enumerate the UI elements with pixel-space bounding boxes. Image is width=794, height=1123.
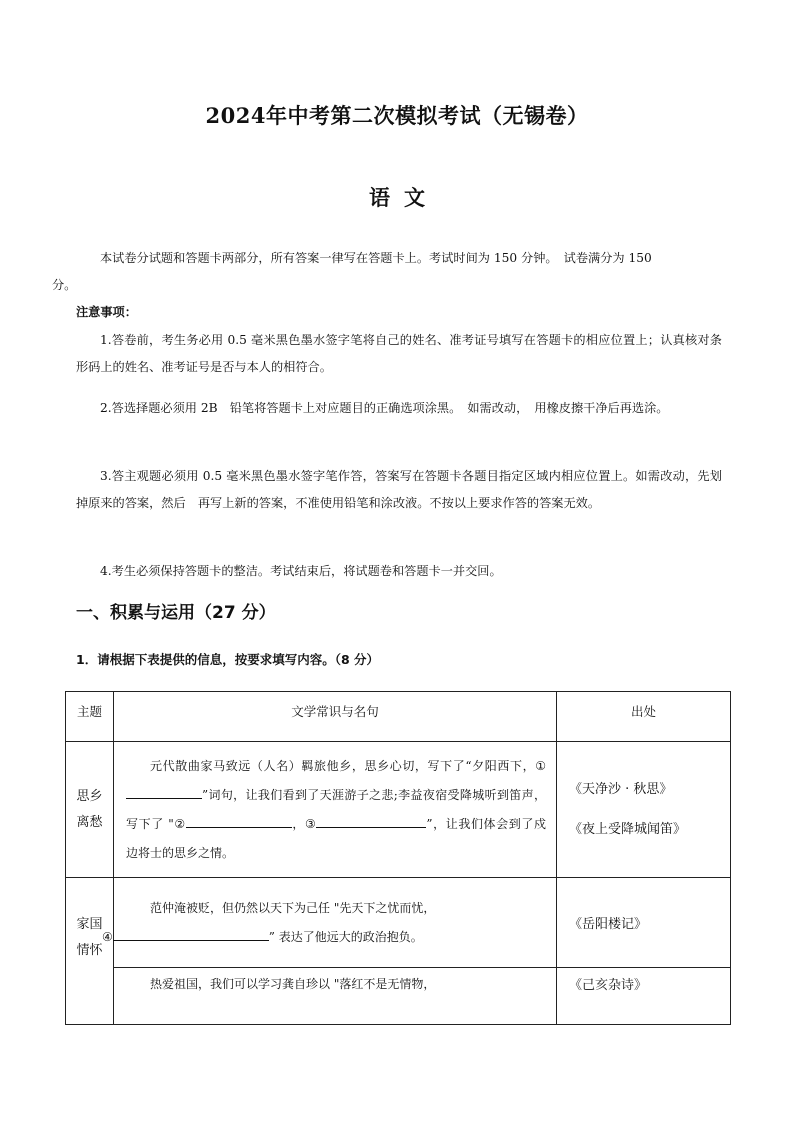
source-cell — [557, 742, 731, 878]
blank-marker-3: ③ — [305, 816, 317, 831]
section-heading: 一、积累与运用（27 分） — [76, 603, 276, 623]
notice-item-3: 3.答主观题必须用 0.5 毫米黑色墨水签字笔作答，答案写在答题卡各题目指定区域内相应位置上。如需改动，先划掉原来的答案，然后 再写上新的答案，不准使用铅笔和涂改液。不按以上要求作答的答案无效。 — [76, 469, 722, 510]
source-entry: 《天净沙 · 秋思》 — [569, 781, 673, 797]
table-header-row — [66, 692, 731, 742]
intro-line2: 分。 — [52, 278, 77, 292]
subject-title: 语文 — [369, 185, 439, 210]
question-1-prompt: 1．请根据下表提供的信息，按要求填写内容。（8 分） — [76, 652, 379, 667]
intro-paragraph — [52, 245, 722, 299]
table-row — [66, 968, 731, 1025]
blank-marker-2: ② — [173, 816, 186, 831]
header-topic: 主题 — [66, 692, 114, 742]
content-fragment: ”词句，让我们看到了天涯游子之悲;李益夜宿受降城听到笛声，写下了 " — [126, 787, 546, 831]
exam-title: 2024年中考第二次模拟考试（无锡卷） — [205, 103, 589, 128]
content-text — [126, 752, 546, 868]
answer-blank-2[interactable] — [186, 813, 292, 828]
source-cell: 《己亥杂诗》 — [557, 968, 731, 1025]
notice-item-4: 4.考生必须保持答题卡的整洁。考试结束后，将试题卷和答题卡一并交回。 — [100, 564, 502, 578]
content-fragment: ， — [291, 816, 305, 831]
content-cell — [114, 968, 557, 1025]
blank-marker-1: ① — [535, 758, 546, 773]
content-text: 热爱祖国，我们可以学习龚自珍以 "落红不是无情物， — [150, 977, 436, 991]
blank-marker-4: ④ — [102, 929, 113, 944]
content-text — [102, 894, 546, 952]
content-fragment: 范仲淹被贬，但仍然以天下为己任 "先天下之忧而忧， — [150, 900, 436, 915]
content-cell — [114, 742, 557, 878]
source-cell: 《岳阳楼记》 — [557, 878, 731, 968]
info-table — [65, 691, 731, 1025]
notice-item-2: 2.答选择题必须用 2B 铅笔将答题卡上对应题目的正确选项涂黑。 如需改动， 用橡皮擦干净后再选涂。 — [100, 401, 669, 415]
topic-cell — [66, 742, 114, 878]
intro-line1: 本试卷分试题和答题卡两部分，所有答案一律写在答题卡上。考试时间为 150 分钟。 试卷满分为 150 — [100, 251, 652, 265]
topic-line: 思乡 — [76, 788, 103, 804]
content-cell — [102, 878, 557, 968]
content-fragment: ”，让我们体会到了戍边将士的思乡之情。 — [126, 816, 546, 860]
answer-blank-3[interactable] — [316, 813, 426, 828]
header-source: 出处 — [557, 692, 731, 742]
content-fragment: 元代散曲家马致远（人名）羁旅他乡，思乡心切，写下了“夕阳西下， — [150, 758, 536, 773]
table-row — [66, 742, 731, 878]
notice-heading: 注意事项： — [76, 305, 137, 319]
topic-cell — [66, 878, 114, 1025]
answer-blank-1[interactable] — [126, 784, 202, 799]
content-fragment: ” 表达了他远大的政治抱负。 — [268, 929, 423, 944]
source-entry: 《夜上受降城闻笛》 — [569, 821, 687, 837]
header-content: 文学常识与名句 — [114, 692, 557, 742]
notice-item-1: 1.答卷前，考生务必用 0.5 毫米黑色墨水签字笔将自己的姓名、准考证号填写在答题卡的相应位置上；认真核对条形码上的姓名、准考证号是否与本人的相符合。 — [76, 333, 722, 374]
topic-line: 情怀 — [76, 943, 103, 958]
topic-line: 家国 — [76, 917, 103, 932]
answer-blank-4[interactable] — [113, 926, 269, 941]
table-row — [66, 878, 731, 968]
topic-line: 离愁 — [76, 814, 103, 830]
